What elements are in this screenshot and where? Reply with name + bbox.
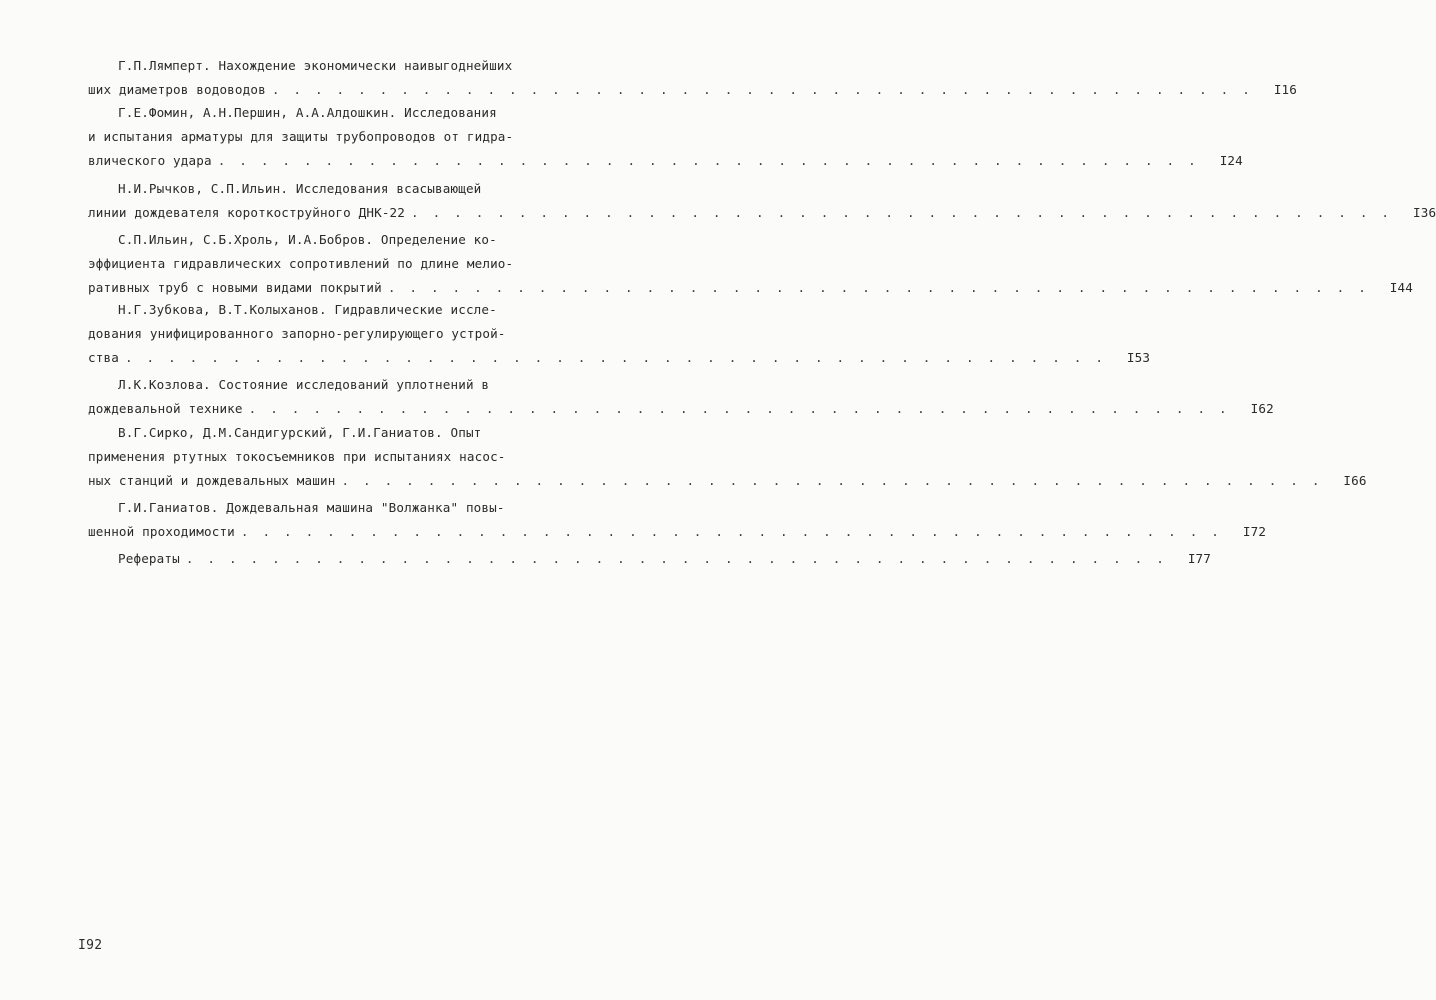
toc-page-number: I53	[1126, 350, 1151, 365]
toc-entry-line: Н.И.Рычков, С.П.Ильин. Исследования всасывающей	[118, 181, 482, 196]
toc-entry-line: линии дождевателя короткоструйного ДНК-22	[88, 205, 406, 220]
dot-leader: . . . . . . . . . . . . . . . . . . . . . . . . . . . . . . . . . . . . . . . . . . . . . .	[124, 350, 1107, 365]
toc-entry-line: Н.Г.Зубкова, В.Т.Колыханов. Гидравлические иссле-	[118, 302, 497, 317]
toc-entry	[88, 547, 1212, 571]
toc-entry	[88, 101, 1243, 173]
toc-entry	[88, 421, 1367, 493]
toc-entry-line: ших диаметров водоводов	[88, 82, 266, 97]
toc-entry	[88, 228, 1413, 300]
toc-entry-line: ных станций и дождевальных машин	[88, 473, 336, 488]
toc-entry-line: ства	[88, 350, 119, 365]
toc-page-number: I62	[1250, 401, 1274, 416]
dot-leader: . . . . . . . . . . . . . . . . . . . . . . . . . . . . . . . . . . . . . . . . . . . . . .	[271, 82, 1254, 97]
toc-page-number: I16	[1273, 82, 1298, 97]
toc-entry	[88, 496, 1267, 544]
dot-leader: . . . . . . . . . . . . . . . . . . . . . . . . . . . . . . . . . . . . . . . . . . . . . .	[185, 551, 1168, 566]
dot-leader: . . . . . . . . . . . . . . . . . . . . . . . . . . . . . . . . . . . . . . . . . . . . . .	[248, 401, 1230, 416]
toc-entry	[88, 373, 1274, 421]
dot-leader: . . . . . . . . . . . . . . . . . . . . . . . . . . . . . . . . . . . . . . . . . . . . . .	[341, 473, 1323, 488]
toc-entry-line: эффициента гидравлических сопротивлений по длине мелио-	[88, 256, 514, 271]
toc-entry-line: С.П.Ильин, С.Б.Хроль, И.А.Бобров. Определение ко-	[118, 232, 497, 247]
toc-entry-line: Г.И.Ганиатов. Дождевальная машина "Волжанка" повы-	[118, 500, 505, 515]
toc-entry-line: влического удара	[88, 153, 212, 168]
toc-entry	[88, 54, 1298, 102]
dot-leader: . . . . . . . . . . . . . . . . . . . . . . . . . . . . . . . . . . . . . . . . . . . . . .	[217, 153, 1199, 168]
toc-entry	[88, 177, 1436, 225]
toc-page-number: I36	[1412, 205, 1436, 220]
toc-entry-line: В.Г.Сирко, Д.М.Сандигурский, Г.И.Ганиатов. Опыт	[118, 425, 482, 440]
toc-entry-line: Л.К.Козлова. Состояние исследований уплотнений в	[118, 377, 490, 392]
toc-entry	[88, 298, 1151, 370]
toc-entry-line: Г.Е.Фомин, А.Н.Першин, А.А.Алдошкин. Исследования	[118, 105, 497, 120]
dot-leader: . . . . . . . . . . . . . . . . . . . . . . . . . . . . . . . . . . . . . . . . . . . . . .	[411, 205, 1393, 220]
toc-page-number: I72	[1242, 524, 1267, 539]
dot-leader: . . . . . . . . . . . . . . . . . . . . . . . . . . . . . . . . . . . . . . . . . . . . . .	[387, 280, 1369, 295]
toc-entry-line: Г.П.Лямперт. Нахождение экономически наивыгоднейших	[118, 58, 513, 73]
toc-page-number: I66	[1343, 473, 1367, 488]
toc-entry-line: и испытания арматуры для защиты трубопроводов от гидра-	[88, 129, 514, 144]
toc-entry-line: применения ртутных токосъемников при испытаниях насос-	[88, 449, 506, 464]
toc-page-number: I24	[1219, 153, 1243, 168]
toc-entry-line: дождевальной технике	[88, 401, 243, 416]
toc-page-number: I77	[1187, 551, 1212, 566]
dot-leader: . . . . . . . . . . . . . . . . . . . . . . . . . . . . . . . . . . . . . . . . . . . . . .	[240, 524, 1223, 539]
page-number: I92	[78, 938, 103, 953]
toc-entry-line: Рефераты	[118, 551, 180, 566]
toc-page-number: I44	[1389, 280, 1413, 295]
toc-entry-line: дования унифицированного запорно-регулирующего устрой-	[88, 326, 506, 341]
toc-entry-line: шенной проходимости	[88, 524, 235, 539]
toc-entry-line: ративных труб с новыми видами покрытий	[88, 280, 382, 295]
